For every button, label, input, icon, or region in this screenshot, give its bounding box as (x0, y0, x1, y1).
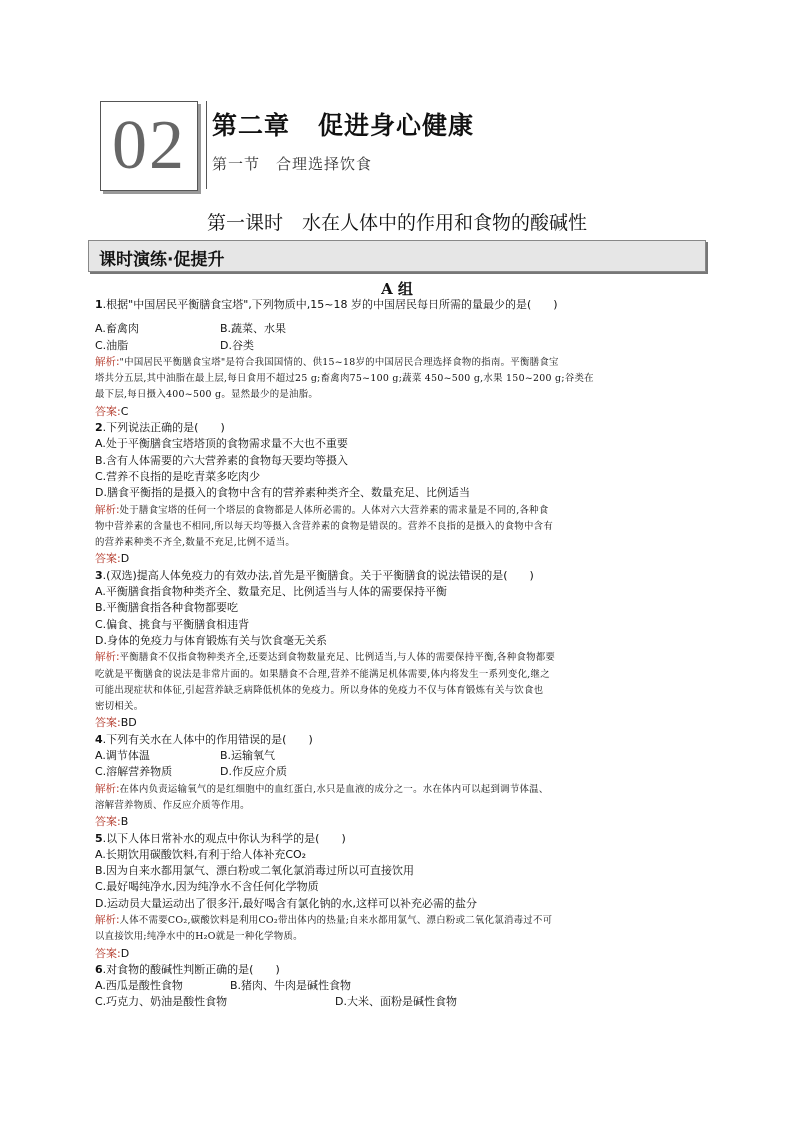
explanation-line (95, 535, 700, 551)
question-list (95, 297, 700, 1011)
option: B.平衡膳食指各种食物都要吃 (95, 601, 239, 615)
answer-line (95, 551, 700, 567)
option-row (95, 436, 700, 452)
explanation-label: 解析: (95, 355, 120, 368)
question-text: 以下人体日常补水的观点中你认为科学的是( ) (106, 831, 346, 845)
chapter-number-box (100, 101, 198, 191)
answer-label: 答案: (95, 552, 121, 566)
explanation-text: 溶解营养物质、作反应介质等作用。 (95, 799, 250, 811)
answer-label: 答案: (95, 946, 121, 960)
option: B.含有人体需要的六大营养素的食物每天要均等摄入 (95, 453, 349, 467)
question-item (95, 962, 700, 1011)
question-stem (95, 420, 700, 436)
explanation-text: 塔共分五层,其中油脂在最上层,每日食用不超过25 g;畜禽肉75~100 g;蔬菜 450~500 g,水果 150~200 g;谷类在 (95, 373, 594, 385)
explanation-line (95, 387, 700, 403)
question-item (95, 568, 700, 732)
option: D.运动员大量运动出了很多汗,最好喝含有氯化钠的水,这样可以补充必需的盐分 (95, 896, 477, 910)
section-title: 第一节 合理选择饮食 (212, 155, 373, 173)
explanation-text: 人体不需要CO₂,碳酸饮料是利用CO₂带出体内的热量;自来水都用氯气、漂白粉或二氧化氯消毒过不可 (119, 914, 553, 926)
explanation-line (95, 502, 700, 519)
explanation-line (95, 354, 700, 371)
explanation-line (95, 649, 700, 666)
option-row (95, 584, 700, 600)
option-row (95, 748, 700, 764)
answer-line (95, 404, 700, 420)
answer-label: 答案: (95, 716, 121, 730)
question-number: 6 (95, 962, 103, 976)
option: B.蔬菜、水果 (220, 322, 287, 336)
question-number-dot: . (102, 962, 107, 976)
option: C.溶解营养物质 (95, 765, 173, 779)
chapter-label: 第二章 (212, 111, 291, 140)
option-row (95, 764, 700, 780)
option-row (95, 338, 700, 354)
question-number: 5 (95, 831, 103, 845)
question-number: 2 (95, 421, 103, 435)
explanation-line (95, 667, 700, 683)
explanation-line (95, 371, 700, 387)
lesson-title: 第一课时 水在人体中的作用和食物的酸碱性 (206, 212, 587, 234)
option-row (95, 600, 700, 616)
answer-line (95, 715, 700, 731)
option: C.营养不良指的是吃青菜多吃肉少 (95, 469, 261, 483)
answer-value: C (120, 404, 129, 418)
question-item (95, 732, 700, 831)
question-text: 下列有关水在人体中的作用错误的是( ) (106, 732, 313, 746)
question-text: 对食物的酸碱性判断正确的是( ) (106, 962, 280, 976)
explanation-line (95, 929, 700, 945)
option: D.作反应介质 (220, 765, 287, 779)
explanation-label: 解析: (95, 503, 120, 516)
option-row (95, 978, 700, 994)
explanation-text: 密切相关。 (95, 701, 144, 713)
question-item (95, 831, 700, 962)
option: A.调节体温 (95, 749, 150, 763)
option-row (95, 321, 700, 337)
banner-label: 课时演练·促提升 (99, 250, 225, 270)
explanation-line (95, 683, 700, 699)
question-text: 下列说法正确的是( ) (106, 421, 225, 435)
option-row (95, 994, 700, 1010)
explanation-text: 可能出现症状和体征,引起营养缺乏病降低机体的免疫力。所以身体的免疫力不仅与体育锻炼有关与饮食也 (95, 684, 544, 696)
option: A.处于平衡膳食宝塔塔顶的食物需求量不大也不重要 (95, 437, 348, 451)
question-number-dot: . (102, 421, 107, 435)
option: D.身体的免疫力与体育锻炼有关与饮食毫无关系 (95, 633, 327, 647)
option: C.偏食、挑食与平衡膳食相违背 (95, 617, 250, 631)
option-row (95, 847, 700, 863)
option: A.长期饮用碳酸饮料,有利于给人体补充CO₂ (95, 847, 307, 861)
question-stem (95, 962, 700, 978)
explanation-text: "中国居民平衡膳食宝塔"是符合我国国情的、供15~18岁的中国居民合理选择食物的指南。平衡膳食宝 (119, 356, 559, 368)
question-text: 根据"中国居民平衡膳食宝塔",下列物质中,15~18 岁的中国居民每日所需的量最少的是( ) (106, 298, 558, 311)
answer-line (95, 814, 700, 830)
option-row (95, 485, 700, 501)
option: A.畜禽肉 (95, 322, 139, 336)
question-number-dot: . (102, 568, 107, 582)
question-item (95, 420, 700, 568)
option: C.巧克力、奶油是酸性食物 (95, 995, 228, 1009)
option: C.油脂 (95, 338, 129, 352)
answer-value: B (120, 815, 129, 829)
explanation-text: 处于膳食宝塔的任何一个塔层的食物都是人体所必需的。人体对六大营养素的需求量是不同的,各种食 (119, 504, 549, 516)
question-number-dot: . (102, 831, 107, 845)
option-row (95, 617, 700, 633)
question-item (95, 297, 700, 420)
answer-label: 答案: (95, 404, 121, 418)
question-number-dot: . (102, 298, 107, 311)
chapter-number: 02 (112, 107, 186, 184)
answer-value: BD (120, 716, 137, 730)
explanation-text: 在体内负责运输氧气的是红细胞中的血红蛋白,水只是血液的成分之一。水在体内可以起到调节体温、 (119, 783, 549, 795)
explanation-label: 解析: (95, 782, 120, 795)
answer-label: 答案: (95, 815, 121, 829)
explanation-text: 最下层,每日摄入400~500 g。显然最少的是油脂。 (95, 389, 319, 401)
option-row (95, 453, 700, 469)
question-stem (95, 831, 700, 847)
explanation-text: 物中营养素的含量也不相同,所以每天均等摄入含营养素的食物是错误的。营养不良指的是摄入的食物中含有 (95, 520, 554, 532)
question-number: 4 (95, 732, 103, 746)
option: D.大米、面粉是碱性食物 (335, 995, 457, 1009)
explanation-line (95, 798, 700, 814)
explanation-line (95, 781, 700, 798)
option: D.膳食平衡指的是摄入的食物中含有的营养素种类齐全、数量充足、比例适当 (95, 486, 470, 500)
chapter-name: 促进身心健康 (318, 111, 475, 140)
question-number: 3 (95, 568, 103, 582)
explanation-label: 解析: (95, 651, 120, 664)
option: D.谷类 (220, 338, 254, 352)
answer-value: D (120, 946, 130, 960)
question-stem (95, 732, 700, 748)
explanation-text: 平衡膳食不仅指食物种类齐全,还要达到食物数量充足、比例适当,与人体的需要保持平衡,各种食物都要 (119, 652, 556, 664)
explanation-label: 解析: (95, 913, 120, 926)
explanation-line (95, 912, 700, 929)
question-number: 1 (95, 298, 103, 311)
option-row (95, 633, 700, 649)
question-stem (95, 568, 700, 584)
question-text: 提高人体免疫力的有效办法,首先是平衡膳食。关于平衡膳食的说法错误的是( ) (136, 568, 534, 582)
group-title: A 组 (381, 280, 413, 298)
option-row (95, 879, 700, 895)
question-number-dot: . (102, 732, 107, 746)
option: B.猪肉、牛肉是碱性食物 (230, 979, 352, 993)
explanation-line (95, 519, 700, 535)
question-stem (95, 297, 700, 313)
chapter-title (212, 106, 474, 142)
answer-value: D (120, 552, 130, 566)
chapter-divider (206, 101, 207, 189)
question-prefix: (双选) (106, 568, 137, 582)
option: A.西瓜是酸性食物 (95, 979, 183, 993)
option: B.因为自来水都用氯气、漂白粉或二氧化氯消毒过所以可直接饮用 (95, 864, 415, 878)
explanation-text: 吃就是平衡膳食的说法是非常片面的。如果膳食不合理,营养不能满足机体需要,体内将发生一系列变化,继之 (95, 668, 550, 680)
option-row (95, 469, 700, 485)
option: B.运输氧气 (220, 749, 276, 763)
practice-banner (88, 240, 706, 272)
option: A.平衡膳食指食物种类齐全、数量充足、比例适当与人体的需要保持平衡 (95, 585, 447, 599)
explanation-text: 的营养素种类不齐全,数量不充足,比例不适当。 (95, 537, 296, 549)
explanation-text: 以直接饮用;纯净水中的H₂O就是一种化学物质。 (95, 931, 303, 943)
option: C.最好喝纯净水,因为纯净水不含任何化学物质 (95, 880, 319, 894)
option-row (95, 896, 700, 912)
option-row (95, 863, 700, 879)
explanation-line (95, 699, 700, 715)
answer-line (95, 946, 700, 962)
spacer (95, 313, 700, 321)
